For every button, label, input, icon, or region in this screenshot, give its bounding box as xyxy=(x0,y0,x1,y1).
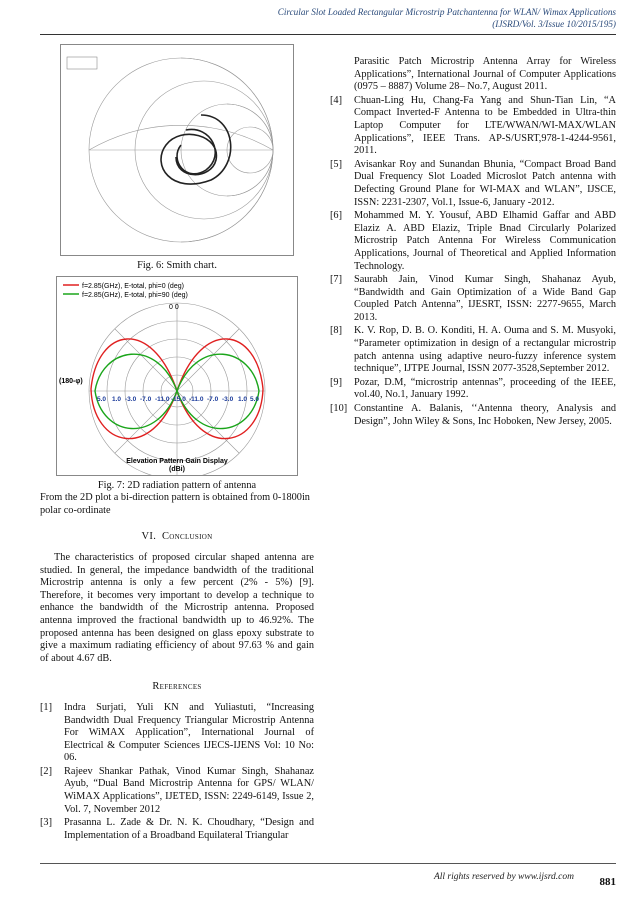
reference-text: Pozar, D.M, “microstrip antennas”, proceeding of the IEEE, vol.40, No.1, January 1992. xyxy=(354,376,616,401)
legend-phi90-label: f=2.85(GHz), E-total, phi=90 (deg) xyxy=(82,291,188,299)
references-heading xyxy=(40,681,314,694)
top-angle-label: 0 0 xyxy=(169,303,179,311)
conclusion-title: Conclusion xyxy=(162,531,213,543)
tick-label: -3.0 xyxy=(125,395,137,403)
reference-item xyxy=(330,159,616,209)
left-column xyxy=(40,44,314,843)
reference-text: Prasanna L. Zade & Dr. N. K. Choudhary, “Design and Implementation of a Broadband Equilateral Triangular xyxy=(64,817,314,841)
reference-item xyxy=(330,403,616,428)
reference-item xyxy=(40,817,314,842)
header-rule xyxy=(40,34,616,35)
axis-unit: (dBi) xyxy=(169,465,185,473)
tick-label: -3.0 xyxy=(222,395,234,403)
reference-text: Constantine A. Balanis, ‘‘Antenna theory, Analysis and Design”, John Wiley & Sons, Inc Hoboken, New Jersey, 2005. xyxy=(354,403,616,427)
reference-text: Saurabh Jain, Vinod Kumar Singh, Shahanaz Ayub, “Bandwidth and Gain Optimization of a Wide Band Gap Coupled Patch Antenna”, IJESRT, ISSN: 2277-9655, March 2013. xyxy=(354,274,616,323)
tick-label: -11.0 xyxy=(155,395,170,403)
tick-label: -7.0 xyxy=(207,395,219,403)
tick-label: 5.0 xyxy=(250,395,260,403)
reference-number: [9] xyxy=(330,376,343,388)
fig7-caption: Fig. 7: 2D radiation pattern of antenna xyxy=(97,479,257,491)
tick-label: -7.0 xyxy=(140,395,152,403)
conclusion-paragraph: The characteristics of proposed circular shaped antenna are studied. In general, the impedance bandwidth of the traditional Microstrip antenna is only a few percent (2% - 5%) [9]. Therefore, it becomes very important to develop a technique to enhance the bandwidth of the Microstrip antenna. Proposed antenna improved the fractional bandwidth up to 46.92%. The proposed antenna has been designed on glass epoxy substrate to give a maximum radiating efficiency of about 97.63 % and gain of about 4.67 dB. xyxy=(40,551,314,664)
page-number: 881 xyxy=(599,876,616,888)
reference-text: K. V. Rop, D. B. O. Konditi, H. A. Ouma and S. M. Musyoki, “Parameter optimization in design of a rectangular microstrip patch antenna using adaptive neuro-fuzzy inference system technique”, IJTPE Journal, ISSN 2077-3528,September 2012. xyxy=(354,325,616,375)
reference-text: Chuan-Ling Hu, Chang-Fa Yang and Shun-Tian Lin, “A Compact Inverted-F Antenna to be Embedded in Ultra-thin Laptop Computer for LTE/WWAN/WI-MAX/WLAN Applications”, IEEE Trans. AP-S/USRT,978-1-4244-9561, 2011. xyxy=(354,94,616,157)
reference-item xyxy=(330,95,616,158)
conclusion-heading xyxy=(40,531,314,544)
reference-item xyxy=(40,766,314,816)
reference-text: Avisankar Roy and Sunandan Bhunia, “Compact Broad Band Dual Frequency Slot Loaded Microslot Patch antenna with Defecting Ground Plane for WI-MAX and WLAN”, IJSCE, ISSN: 2231-2307, Vol.1, Issue-6, January -2012. xyxy=(354,158,616,208)
reference-text: Mohammed M. Y. Yousuf, ABD Elhamid Gaffar and ABD Elaziz A. ABD Elaziz, Triple Bnad Circularly Polarized Microstrip Patch Antenna For Wireless Communication Applications, Journal of Theoretical and Applied Information Technology. xyxy=(354,210,616,272)
conclusion-number: VI. xyxy=(141,531,157,543)
reference-number: [6] xyxy=(330,210,343,222)
tick-label: 1.0 xyxy=(112,395,122,403)
fig7-note: From the 2D plot a bi-direction pattern is obtained from 0-1800in polar co-ordinate xyxy=(40,492,310,516)
reference-number: [4] xyxy=(330,94,343,106)
tick-label: 5.0 xyxy=(97,395,107,403)
axis-label: Elevation Pattern Gain Display xyxy=(126,457,228,465)
reference-text: Parasitic Patch Microstrip Antenna Array for Wireless Applications”, International Journal of Computer Applications (0975 – 8887) Volume 28– No.7, August 2011. xyxy=(354,56,616,93)
left-angle-label: (180-φ) xyxy=(59,377,83,385)
radiation-pattern-svg xyxy=(57,277,297,475)
reference-number: [3] xyxy=(40,817,53,829)
header-title: Circular Slot Loaded Rectangular Microstrip Patchantenna for WLAN/ Wimax Applications xyxy=(277,7,616,17)
right-column xyxy=(330,56,616,429)
fig6-caption: Fig. 6: Smith chart. xyxy=(137,260,217,271)
legend-phi0-label: f=2.85(GHz), E-total, phi=0 (deg) xyxy=(82,282,184,290)
reference-item xyxy=(40,702,314,765)
tick-label: -15.0 xyxy=(171,395,186,403)
smith-chart-figure xyxy=(60,44,294,256)
references-title: References xyxy=(152,681,202,693)
reference-item xyxy=(330,325,616,375)
reference-text: Indra Surjati, Yuli KN and Yuliastuti, “Increasing Bandwidth Dual Frequency Triangular Microstrip Antenna For WiMAX Application”, International Journal of Electrical & Computer Sciences IJECS-IJENS Vol: 10 No: 06. xyxy=(64,701,314,764)
footer-rule xyxy=(40,863,616,864)
running-header xyxy=(278,6,616,30)
reference-number: [8] xyxy=(330,325,343,337)
reference-item xyxy=(330,56,616,94)
reference-number: [7] xyxy=(330,274,343,286)
tick-label: 1.0 xyxy=(238,395,248,403)
header-issue: (IJSRD/Vol. 3/Issue 10/2015/195) xyxy=(492,19,616,29)
reference-item xyxy=(330,274,616,324)
tick-label: -11.0 xyxy=(189,395,204,403)
reference-number xyxy=(330,56,354,94)
reference-number: [5] xyxy=(330,158,343,170)
radiation-pattern-figure xyxy=(56,276,298,476)
reference-item xyxy=(330,210,616,273)
smith-chart-svg xyxy=(61,45,293,255)
reference-item xyxy=(330,377,616,402)
reference-text: Rajeev Shankar Pathak, Vinod Kumar Singh, Shahanaz Ayub, “Dual Band Microstrip Antenna for GPS/ WLAN/ WiMAX Applications”, IJETED, ISSN: 2249-6149, Issue 2, Vol. 7, November 2012 xyxy=(64,765,314,815)
footer-copyright: All rights reserved by www.ijsrd.com xyxy=(433,872,574,882)
reference-number: [10] xyxy=(330,403,348,415)
reference-number: [2] xyxy=(40,765,53,777)
reference-number: [1] xyxy=(40,701,53,713)
